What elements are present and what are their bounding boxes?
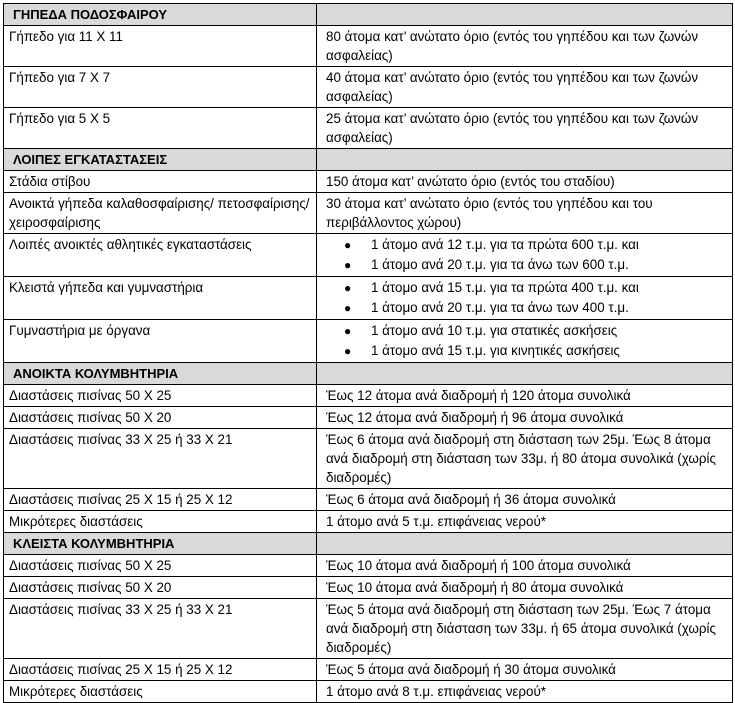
facility-label: Διαστάσεις πισίνας 50 Χ 20 — [4, 407, 317, 429]
bullet-icon: ● — [344, 301, 352, 315]
list-item — [326, 278, 727, 298]
table-row — [4, 577, 733, 599]
facility-label: Γήπεδο για 11 Χ 11 — [4, 26, 317, 67]
facility-label: Γυμναστήρια με όργανα — [4, 320, 317, 363]
facility-label: Διαστάσεις πισίνας 50 Χ 25 — [4, 555, 317, 577]
table-row — [4, 599, 733, 659]
capacity-value: 1 άτομο ανά 8 τ.μ. επιφάνειας νερού* — [317, 681, 733, 703]
table-row — [4, 489, 733, 511]
table-row — [4, 385, 733, 407]
section-title-blank — [317, 363, 733, 385]
capacity-bullet-list — [326, 278, 727, 318]
facility-label: Μικρότερες διαστάσεις — [4, 681, 317, 703]
capacity-bullet-list — [326, 235, 727, 275]
capacity-value: 80 άτομα κατ’ ανώτατο όριο (εντός του γηπέδου και των ζωνών ασφαλείας) — [317, 26, 733, 67]
bullet-icon: ● — [344, 281, 352, 295]
capacity-table-body — [4, 4, 733, 703]
capacity-value — [317, 234, 733, 277]
facility-label: Κλειστά γήπεδα και γυμναστήρια — [4, 277, 317, 320]
capacity-value: Έως 12 άτομα ανά διαδρομή ή 120 άτομα συνολικά — [317, 385, 733, 407]
capacity-value — [317, 320, 733, 363]
capacity-value: Έως 12 άτομα ανά διαδρομή ή 96 άτομα συνολικά — [317, 407, 733, 429]
section-title-blank — [317, 533, 733, 555]
bullet-text: 1 άτομο ανά 12 τ.μ. για τα πρώτα 600 τ.μ. και — [371, 237, 639, 252]
bullet-icon: ● — [344, 238, 352, 252]
table-row — [4, 511, 733, 533]
facility-label: Διαστάσεις πισίνας 25 Χ 15 ή 25 Χ 12 — [4, 659, 317, 681]
capacity-value: Έως 6 άτομα ανά διαδρομή στη διάσταση των 25μ. Έως 8 άτομα ανά διαδρομή στη διάσταση των 33μ. ή 80 άτομα συνολικά (χωρίς διαδρομές) — [317, 429, 733, 489]
capacity-value: 1 άτομο ανά 5 τ.μ. επιφάνειας νερού* — [317, 511, 733, 533]
bullet-text: 1 άτομο ανά 10 τ.μ. για στατικές ασκήσεις — [371, 323, 618, 338]
capacity-value: 150 άτομα κατ’ ανώτατο όριο (εντός του σταδίου) — [317, 171, 733, 193]
section-title-blank — [317, 149, 733, 171]
facility-label: Διαστάσεις πισίνας 33 Χ 25 ή 33 Χ 21 — [4, 599, 317, 659]
capacity-value: Έως 5 άτομα ανά διαδρομή ή 30 άτομα συνολικά — [317, 659, 733, 681]
section-header-row — [4, 363, 733, 385]
table-row — [4, 407, 733, 429]
capacity-value: Έως 5 άτομα ανά διαδρομή στη διάσταση των 25μ. Έως 7 άτομα ανά διαδρομή στη διάσταση των 33μ. ή 65 άτομα συνολικά (χωρίς διαδρομές) — [317, 599, 733, 659]
bullet-text: 1 άτομο ανά 15 τ.μ. για κινητικές ασκήσεις — [371, 343, 620, 358]
capacity-value: 40 άτομα κατ’ ανώτατο όριο (εντός του γηπέδου και των ζωνών ασφαλείας) — [317, 67, 733, 108]
table-row — [4, 555, 733, 577]
facility-label: Λοιπές ανοικτές αθλητικές εγκαταστάσεις — [4, 234, 317, 277]
capacity-value: Έως 6 άτομα ανά διαδρομή ή 36 άτομα συνολικά — [317, 489, 733, 511]
facility-label: Διαστάσεις πισίνας 33 Χ 25 ή 33 Χ 21 — [4, 429, 317, 489]
table-row — [4, 108, 733, 149]
facility-label: Διαστάσεις πισίνας 50 Χ 25 — [4, 385, 317, 407]
list-item — [326, 235, 727, 255]
section-header-row — [4, 533, 733, 555]
capacity-value — [317, 277, 733, 320]
capacity-value: Έως 10 άτομα ανά διαδρομή ή 80 άτομα συνολικά — [317, 577, 733, 599]
table-row — [4, 429, 733, 489]
bullet-text: 1 άτομο ανά 20 τ.μ. για τα άνω των 400 τ.μ. — [371, 300, 629, 315]
facility-label: Διαστάσεις πισίνας 50 Χ 20 — [4, 577, 317, 599]
capacity-value: Έως 10 άτομα ανά διαδρομή ή 100 άτομα συνολικά — [317, 555, 733, 577]
bullet-text: 1 άτομο ανά 15 τ.μ. για τα πρώτα 400 τ.μ. και — [371, 280, 639, 295]
table-row — [4, 234, 733, 277]
bullet-icon: ● — [344, 258, 352, 272]
section-title: ΓΗΠΕΔΑ ΠΟΔΟΣΦΑΙΡΟΥ — [4, 4, 317, 26]
facility-label: Ανοικτά γήπεδα καλαθοσφαίρισης/ πετοσφαίρισης/ χειροσφαίρισης — [4, 193, 317, 234]
facility-label: Στάδια στίβου — [4, 171, 317, 193]
facility-label: Μικρότερες διαστάσεις — [4, 511, 317, 533]
table-row — [4, 659, 733, 681]
capacity-table — [3, 3, 733, 703]
section-header-row — [4, 4, 733, 26]
capacity-value: 30 άτομα κατ’ ανώτατο όριο (εντός του γηπέδου και του περιβάλλοντος χώρου) — [317, 193, 733, 234]
bullet-text: 1 άτομο ανά 20 τ.μ. για τα άνω των 600 τ.μ. — [371, 257, 629, 272]
table-row — [4, 26, 733, 67]
list-item — [326, 255, 727, 275]
table-row — [4, 171, 733, 193]
section-title: ΑΝΟΙΚΤΑ ΚΟΛΥΜΒΗΤΗΡΙΑ — [4, 363, 317, 385]
table-row — [4, 67, 733, 108]
capacity-value: 25 άτομα κατ’ ανώτατο όριο (εντός του γηπέδου και των ζωνών ασφαλείας) — [317, 108, 733, 149]
section-title: ΛΟΙΠΕΣ ΕΓΚΑΤΑΣΤΑΣΕΙΣ — [4, 149, 317, 171]
list-item — [326, 341, 727, 361]
facility-label: Γήπεδο για 7 Χ 7 — [4, 67, 317, 108]
section-title: ΚΛΕΙΣΤΑ ΚΟΛΥΜΒΗΤΗΡΙΑ — [4, 533, 317, 555]
list-item — [326, 298, 727, 318]
section-title-blank — [317, 4, 733, 26]
facility-label: Γήπεδο για 5 Χ 5 — [4, 108, 317, 149]
table-row — [4, 320, 733, 363]
list-item — [326, 321, 727, 341]
table-row — [4, 193, 733, 234]
table-row — [4, 277, 733, 320]
facility-label: Διαστάσεις πισίνας 25 Χ 15 ή 25 Χ 12 — [4, 489, 317, 511]
bullet-icon: ● — [344, 324, 352, 338]
table-row — [4, 681, 733, 703]
bullet-icon: ● — [344, 344, 352, 358]
capacity-bullet-list — [326, 321, 727, 361]
section-header-row — [4, 149, 733, 171]
